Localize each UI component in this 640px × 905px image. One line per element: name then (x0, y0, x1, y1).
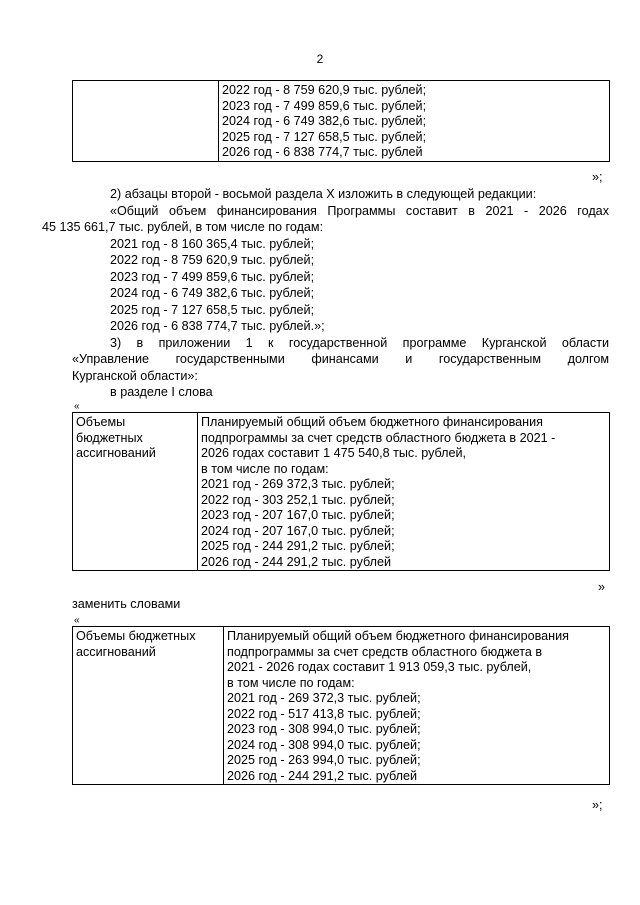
text-line: 2021 - 2026 годах составит 1 913 059,3 тыс. рублей, (227, 660, 532, 674)
year-line: 2022 год - 8 759 620,9 тыс. рублей; (222, 83, 427, 97)
body-text (42, 186, 609, 401)
year-line: 2026 год - 244 291,2 тыс. рублей (201, 554, 392, 569)
text-line: Планируемый общий объем бюджетного финансирования (227, 629, 569, 643)
year-line: 2023 год - 7 499 859,6 тыс. рублей; (110, 269, 315, 284)
text-line: 2026 годах составит 1 475 540,8 тыс. рублей, (201, 446, 467, 460)
paragraph: «Общий объем финансирования Программы составит в 2021 - 2026 годах (110, 203, 609, 218)
table-right-cell (219, 81, 610, 162)
year-line: 2023 год - 207 167,0 тыс. рублей; (201, 508, 395, 522)
closing-quote: »; (592, 170, 603, 184)
label-line: Объемы бюджетных (76, 629, 196, 643)
paragraph: «Управление государственными финансами и государственным долгом (72, 352, 609, 366)
year-line: 2024 год - 6 749 382,6 тыс. рублей; (110, 286, 315, 300)
text-line: Планируемый общий объем бюджетного финансирования (201, 415, 543, 429)
table-right-cell (224, 627, 610, 785)
table-left-cell (73, 413, 198, 571)
paragraph: 3) в приложении 1 к государственной программе Курганской области (110, 335, 609, 350)
paragraph: 2) абзацы второй - восьмой раздела X изложить в следующей редакции: (110, 187, 537, 201)
closing-quote: »; (592, 798, 603, 812)
year-line: 2025 год - 7 127 658,5 тыс. рублей; (110, 302, 315, 317)
label-line: ассигнований (76, 644, 156, 659)
year-line: 2026 год - 6 838 774,7 тыс. рублей.»; (110, 319, 325, 333)
year-line: 2025 год - 263 994,0 тыс. рублей; (227, 753, 421, 767)
label-line: ассигнований (76, 446, 156, 460)
year-line: 2021 год - 269 372,3 тыс. рублей; (227, 691, 421, 705)
year-line: 2023 год - 308 994,0 тыс. рублей; (227, 722, 421, 736)
year-line: 2021 год - 8 160 365,4 тыс. рублей; (110, 236, 315, 251)
table-left-cell (73, 81, 219, 162)
label-line: бюджетных (76, 430, 143, 445)
year-line: 2025 год - 7 127 658,5 тыс. рублей; (222, 129, 427, 144)
funding-table-continuation (72, 80, 610, 162)
year-line: 2026 год - 6 838 774,7 тыс. рублей (222, 145, 423, 159)
opening-quote: « (74, 401, 80, 412)
year-line: 2023 год - 7 499 859,6 тыс. рублей; (222, 98, 427, 113)
page-number: 2 (316, 52, 324, 66)
year-line: 2025 год - 244 291,2 тыс. рублей; (201, 539, 395, 553)
funding-table-new (72, 626, 610, 785)
text-line: в том числе по годам: (227, 675, 355, 690)
table-left-cell (73, 627, 224, 785)
paragraph: 45 135 661,7 тыс. рублей, в том числе по годам: (42, 220, 324, 234)
year-line: 2022 год - 8 759 620,9 тыс. рублей; (110, 253, 315, 267)
year-line: 2022 год - 303 252,1 тыс. рублей; (201, 492, 395, 507)
text-line: подпрограммы за счет средств областного бюджета в (227, 644, 543, 659)
label-line: Объемы (76, 415, 126, 429)
year-line: 2024 год - 308 994,0 тыс. рублей; (227, 737, 421, 752)
text-line: в том числе по годам: (201, 461, 329, 476)
year-line: 2021 год - 269 372,3 тыс. рублей; (201, 477, 395, 491)
paragraph: Курганской области»: (72, 368, 198, 383)
year-line: 2024 год - 6 749 382,6 тыс. рублей; (222, 114, 427, 128)
replace-label: заменить словами (72, 597, 181, 611)
year-line: 2024 год - 207 167,0 тыс. рублей; (201, 523, 395, 538)
closing-quote: » (598, 580, 606, 594)
text-line: подпрограммы за счет средств областного бюджета в 2021 - (201, 430, 556, 445)
year-line: 2026 год - 244 291,2 тыс. рублей (227, 768, 418, 783)
opening-quote: « (74, 615, 80, 626)
funding-table-original (72, 412, 610, 571)
table-right-cell (198, 413, 610, 571)
year-line: 2022 год - 517 413,8 тыс. рублей; (227, 706, 421, 721)
paragraph: в разделе I слова (110, 385, 213, 399)
